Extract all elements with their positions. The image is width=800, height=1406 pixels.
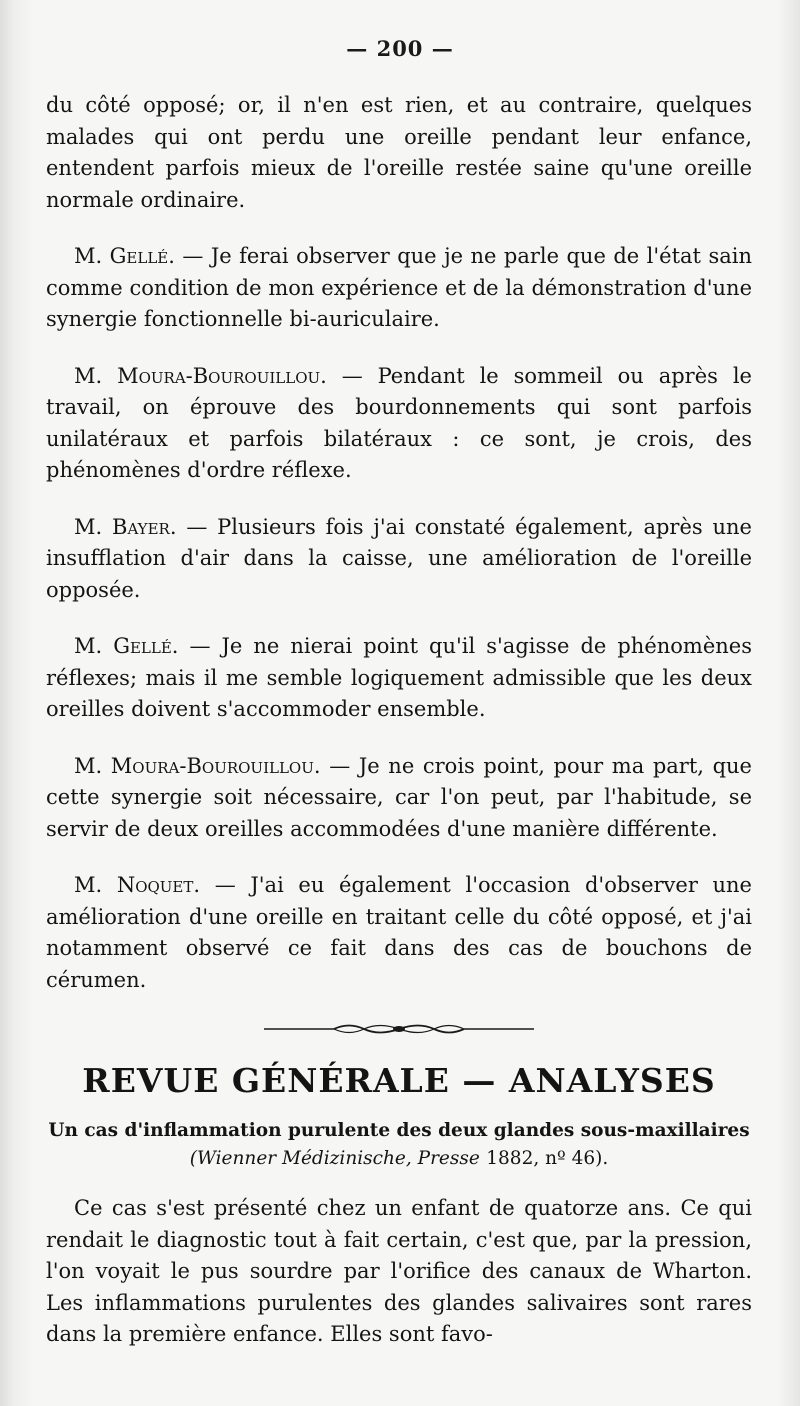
- section-title: REVUE GÉNÉRALE — ANALYSES: [82, 1061, 716, 1100]
- paragraph-gelle-1: [46, 241, 752, 336]
- paragraph-text: — Je ne crois point, pour ma part, que cette synergie soit nécessaire, car l'on peut, par l'habitude, se servir de deux oreilles accommodées d'une manière différente.: [46, 753, 752, 841]
- article-body: [46, 1193, 752, 1351]
- ornamental-divider: [264, 1021, 534, 1037]
- speaker-name: M. Moura-Bourouillou.: [74, 363, 327, 388]
- paragraph-text: — Plusieurs fois j'ai constaté également, après une insufflation d'air dans la caisse, une amélioration de l'oreille opposée.: [46, 514, 752, 602]
- speaker-name: M. Moura-Bourouillou.: [74, 753, 321, 778]
- speaker-name: M. Bayer.: [74, 514, 177, 539]
- speaker-name: M. Noquet.: [74, 873, 201, 897]
- paragraph-text: — Je ne nierai point qu'il s'agisse de phénomènes réflexes; mais il me semble logiquement admissible que les deux oreilles doivent s'accommoder ensemble.: [46, 634, 752, 721]
- article-title-text: Un cas d'inflammation purulente des deux glandes sous-maxillaires: [48, 1120, 750, 1141]
- article-source: (Wienner Médizinische, Presse: [189, 1148, 480, 1169]
- paragraph-moura-2: [46, 751, 752, 846]
- paragraph-moura-1: [46, 361, 752, 487]
- page-number: — 200 —: [346, 36, 454, 61]
- speaker-name: M. Gellé.: [74, 244, 175, 268]
- article-title: [46, 1117, 752, 1173]
- paragraph-text: du côté opposé; or, il n'en est rien, et au contraire, quelques malades qui ont perdu une oreille pendant leur enfance, entendent parfois mieux de l'oreille restée saine qu'une oreille normale ordinaire.: [46, 93, 752, 212]
- paragraph-gelle-2: [46, 631, 752, 726]
- paragraph-bayer: [46, 512, 752, 607]
- paragraph-text: — Pendant le sommeil ou après le travail, on éprouve des bourdonnements qui sont parfois unilatéraux et parfois bilatéraux : ce sont, je crois, des phénomènes d'ordre réflexe.: [46, 363, 752, 482]
- paragraph-text: Ce cas s'est présenté chez un enfant de quatorze ans. Ce qui rendait le diagnostic tout à fait certain, c'est que, par la pression, l'on voyait le pus sourdre par l'orifice des canaux de Wharton. Les inflammations purulentes des glandes salivaires sont rares dans la première enfance. Elles sont favo-: [46, 1196, 752, 1346]
- paragraph-noquet: [46, 870, 752, 996]
- article-source-tail: 1882, nº 46).: [486, 1148, 609, 1169]
- speaker-name: M. Gellé.: [74, 634, 179, 658]
- page-content: [46, 90, 752, 1351]
- paragraph-continuation: [46, 90, 752, 216]
- paragraph-text: — Je ferai observer que je ne parle que de l'état sain comme condition de mon expérience et de la démonstration d'une synergie fonctionnelle bi-auriculaire.: [46, 244, 752, 331]
- paragraph-text: — J'ai eu également l'occasion d'observer une amélioration d'une oreille en traitant celle du côté opposé, et j'ai notamment observé ce fait dans des cas de bouchons de cérumen.: [46, 873, 752, 992]
